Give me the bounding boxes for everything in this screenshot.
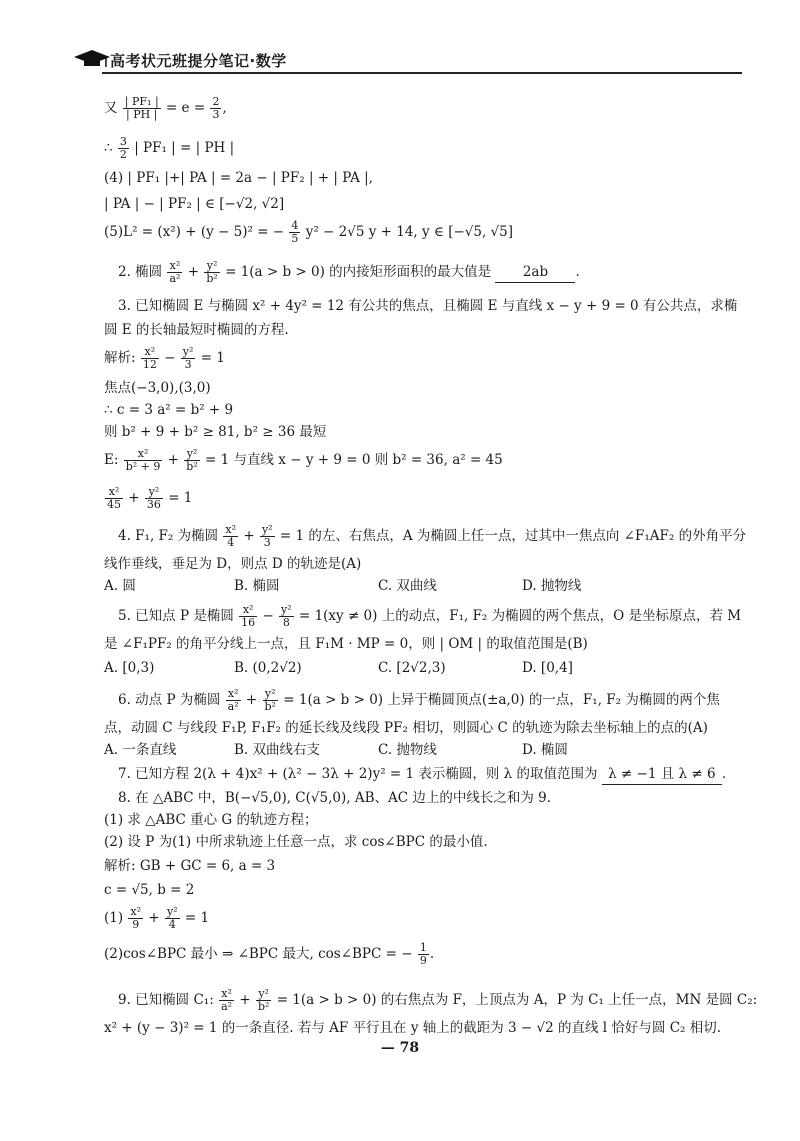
fraction: $\frac{\text{x²}}{\text{a²}}$ — [221, 987, 233, 1013]
question-7: 7. 已知方程 2(λ + 4)x² + (λ² − 3λ + 2)y² = 1 表示椭圆，则 λ 的取值范围为 λ ≠ −1 且 λ ≠ 6 . — [118, 764, 726, 785]
solution-line: (2)cos∠BPC 最小 ⇒ ∠BPC 最大, cos∠BPC = − $\frac{1}{9}$ . — [104, 941, 435, 967]
fraction: $\frac{\text{x²}}{12}$ — [142, 345, 157, 371]
solution-line: ∴ c = 3 a² = b² + 9 — [104, 402, 234, 418]
option-b: B. 椭圆 — [234, 578, 280, 594]
fraction: $\frac{4}{5}$ — [291, 219, 299, 245]
text-line: (5)L² = (x²) + (y − 5)² = − $\frac{4}{5}$ y² − 2√5 y + 14, y ∈ [−√5, √5] — [104, 219, 514, 245]
question-8: 8. 在 △ABC 中，B(−√5,0), C(√5,0), AB、AC 边上的中线长之和为 9. — [118, 790, 552, 806]
fraction: $\frac{\text{x²}}{4}$ — [225, 523, 237, 549]
header-rule — [102, 72, 742, 74]
graduation-cap-icon — [72, 48, 112, 70]
fraction: $\frac{\text{x²}}{16}$ — [241, 603, 256, 629]
question-3: 3. 已知椭圆 E 与椭圆 x² + 4y² = 12 有公共的焦点，且椭圆 E 与直线 x − y + 9 = 0 有公共点，求椭 — [118, 298, 738, 314]
solution-line: $\frac{\text{x²}}{45}$ + $\frac{\text{y²}}{36}$ = 1 — [107, 485, 193, 511]
solution-line: (1) $\frac{\text{x²}}{9}$ + $\frac{\text{y²}}{4}$ = 1 — [104, 905, 210, 931]
option-d: D. [0,4] — [522, 660, 573, 676]
solution-line: 解析: GB + GC = 6, a = 3 — [104, 858, 276, 874]
fraction: $\frac{\text{y²}}{\text{b²}}$ — [206, 259, 218, 285]
question-2: 2. 椭圆 $\frac{\text{x²}}{\text{a²}}$ + $\frac{\text{y²}}{\text{b²}}$ = 1(a > b > 0) 的内接矩形面积的最大值是 2ab . — [118, 259, 580, 285]
option-c: C. 抛物线 — [378, 742, 437, 758]
fraction: $\frac{\text{x²}}{\text{a²}}$ — [227, 687, 239, 713]
solution-line: 焦点(−3,0),(3,0) — [104, 380, 211, 396]
fraction: $\frac{3}{2}$ — [119, 135, 127, 161]
fraction: $\frac{\text{y²}}{36}$ — [146, 485, 161, 511]
text-line: 点，动圆 C 与线段 F₁P, F₁F₂ 的延长线及线段 PF₂ 相切，则圆心 C 的轨迹为除去坐标轴上的点的(A) — [104, 720, 708, 736]
text-line: 是 ∠F₁PF₂ 的角平分线上一点，且 F₁M · MP = 0，则 | OM | 的取值范围是(B) — [104, 636, 588, 652]
page-header — [72, 48, 732, 74]
question-4: 4. F₁, F₂ 为椭圆 $\frac{\text{x²}}{4}$ + $\frac{\text{y²}}{3}$ = 1 的左、右焦点，A 为椭圆上任一点，过其中一焦点向 ∠F₁AF₂ 的外角平分 — [118, 523, 747, 549]
text-line: (4) | PF₁ |+| PA | = 2a − | PF₂ | + | PA |, — [104, 170, 373, 186]
option-d: D. 抛物线 — [522, 578, 582, 594]
option-a: A. [0,3) — [104, 660, 155, 676]
text-line: | PA | − | PF₂ | ∈ [−√2, √2] — [104, 196, 285, 212]
option-c: C. [2√2,3) — [378, 660, 446, 676]
text-line: (2) 设 P 为(1) 中所求轨迹上任意一点，求 cos∠BPC 的最小值. — [104, 834, 488, 850]
page-number: — 78 — [380, 1040, 420, 1056]
fraction: $\frac{\text{y²}}{\text{b²}}$ — [257, 987, 270, 1013]
text-line: (1) 求 △ABC 重心 G 的轨迹方程； — [104, 812, 318, 828]
question-6: 6. 动点 P 为椭圆 $\frac{\text{x²}}{\text{a²}}$ + $\frac{\text{y²}}{\text{b²}}$ = 1(a > b > 0) 上异于椭圆顶点(±a,0) 的一点，F₁, F₂ 为椭圆的两个焦 — [118, 687, 720, 713]
option-c: C. 双曲线 — [378, 578, 437, 594]
fraction: $\frac{\text{x²}}{45}$ — [107, 485, 121, 511]
fraction: $\frac{\text{| PF₁ |}}{| PH |}$ — [124, 95, 159, 121]
question-5: 5. 已知点 P 是椭圆 $\frac{\text{x²}}{16}$ − $\frac{\text{y²}}{8}$ = 1(xy ≠ 0) 上的动点，F₁, F₂ 为椭圆的两个焦点，O 是坐标原点，若 M — [118, 603, 742, 629]
solution-line: 解析: $\frac{\text{x²}}{12}$ − $\frac{\text{y²}}{3}$ = 1 — [104, 345, 225, 371]
fraction: $\frac{\text{y²}}{8}$ — [281, 603, 292, 629]
fraction: $\frac{\text{y²}}{3}$ — [261, 523, 273, 549]
fraction: $\frac{\text{y²}}{\text{b²}}$ — [186, 447, 198, 473]
fraction: $\frac{\text{x²}}{9}$ — [130, 905, 142, 931]
fraction: $\frac{1}{9}$ — [419, 941, 427, 967]
text-line: 圆 E 的长轴最短时椭圆的方程. — [104, 322, 289, 338]
question-9: 9. 已知椭圆 C₁: $\frac{\text{x²}}{\text{a²}}$ + $\frac{\text{y²}}{\text{b²}}$ = 1(a > b > 0) 的右焦点为 F，上顶点为 A，P 为 C₁ 上任一点，MN 是圆 C₂: — [118, 987, 758, 1013]
option-a: A. 圆 — [104, 578, 136, 594]
text-line: ∴ $\frac{3}{2}$ | PF₁ | = | PH | — [104, 135, 235, 161]
text-line: x² + (y − 3)² = 1 的一条直径. 若与 AF 平行且在 y 轴上的截距为 3 − √2 的直线 l 恰好与圆 C₂ 相切. — [104, 1020, 722, 1036]
fraction: $\frac{\text{y²}}{\text{b²}}$ — [264, 687, 276, 713]
option-a: A. 一条直线 — [104, 742, 177, 758]
option-d: D. 椭圆 — [522, 742, 568, 758]
fraction: $\frac{\text{y²}}{4}$ — [166, 905, 178, 931]
solution-line: 则 b² + 9 + b² ≥ 81, b² ≥ 36 最短 — [104, 424, 327, 440]
text-line: 线作垂线，垂足为 D，则点 D 的轨迹是(A) — [104, 556, 362, 572]
fraction: $\frac{\text{y²}}{3}$ — [182, 345, 194, 371]
fraction: $\frac{\text{x²}}{\text{a²}}$ — [169, 259, 181, 285]
solution-line: E: $\frac{\text{x²}}{\text{b² + 9}}$ + $\frac{\text{y²}}{\text{b²}}$ = 1 与直线 x − y + 9 = 0 则 b² = 36, a² = 45 — [104, 447, 503, 473]
header-title: 高考状元班提分笔记·数学 — [110, 52, 287, 70]
option-b: B. (0,2√2) — [234, 660, 302, 676]
text-line: 又 $\frac{\text{| PF₁ |}}{| PH |}$ = e = $\frac{2}{3}$ , — [104, 95, 227, 121]
solution-line: c = √5, b = 2 — [104, 882, 195, 898]
answer-blank: λ ≠ −1 且 λ ≠ 6 — [602, 764, 722, 785]
option-b: B. 双曲线右支 — [234, 742, 321, 758]
fraction: $\frac{\text{x²}}{\text{b² + 9}}$ — [125, 447, 161, 473]
answer-blank: 2ab — [495, 262, 575, 283]
fraction: $\frac{2}{3}$ — [212, 95, 220, 121]
